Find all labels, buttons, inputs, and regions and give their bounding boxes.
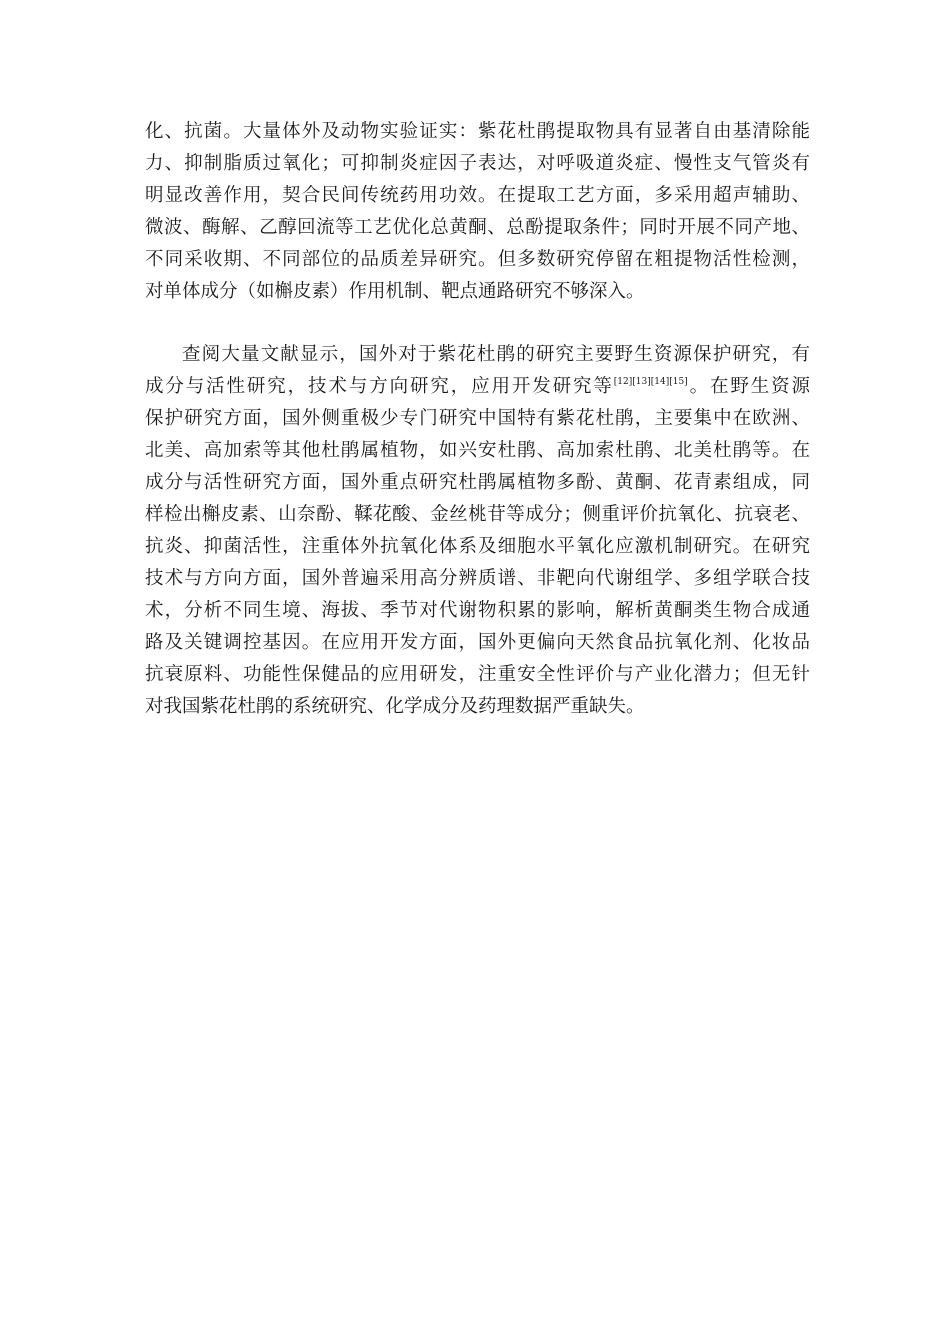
citation-superscript: [12][13][14][15] <box>613 377 688 387</box>
paragraph-foreign-research <box>145 339 810 723</box>
text-line: 力、抑制脂质过氧化；可抑制炎症因子表达，对呼吸道炎症、慢性支气管炎有 <box>145 153 810 174</box>
text-line: 北美、高加索等其他杜鹃属植物，如兴安杜鹃、高加索杜鹃、北美杜鹃等。在 <box>145 440 810 461</box>
text-line: 化、抗菌。大量体外及动物实验证实：紫花杜鹃提取物具有显著自由基清除能 <box>145 121 810 142</box>
text-line-first: 查阅大量文献显示，国外对于紫花杜鹃的研究主要野生资源保护研究，有 <box>182 344 810 365</box>
text-line: 抗衰原料、功能性保健品的应用研发，注重安全性评价与产业化潜力；但无针 <box>145 664 810 685</box>
text-line: 样检出槲皮素、山奈酚、鞣花酸、金丝桃苷等成分；侧重评价抗氧化、抗衰老、 <box>145 504 810 525</box>
paragraph-domestic-research <box>145 116 810 308</box>
text-line: 路及关键调控基因。在应用开发方面，国外更偏向天然食品抗氧化剂、化妆品 <box>145 632 810 653</box>
text-segment: 。在野生资源 <box>687 376 810 397</box>
text-line: 微波、酶解、乙醇回流等工艺优化总黄酮、总酚提取条件；同时开展不同产地、 <box>145 217 810 238</box>
text-line: 技术与方向方面，国外普遍采用高分辨质谱、非靶向代谢组学、多组学联合技 <box>145 568 810 589</box>
text-line: 不同采收期、不同部位的品质差异研究。但多数研究停留在粗提物活性检测， <box>145 249 810 270</box>
text-line: 对单体成分（如槲皮素）作用机制、靶点通路研究不够深入。 <box>145 281 645 302</box>
text-line: 术，分析不同生境、海拔、季节对代谢物积累的影响，解析黄酮类生物合成通 <box>145 600 810 621</box>
text-line: 对我国紫花杜鹃的系统研究、化学成分及药理数据严重缺失。 <box>145 696 645 717</box>
text-segment: 成分与活性研究，技术与方向研究，应用开发研究等 <box>145 376 614 397</box>
text-line: 保护研究方面，国外侧重极少专门研究中国特有紫花杜鹃，主要集中在欧洲、 <box>145 408 810 429</box>
text-line: 明显改善作用，契合民间传统药用功效。在提取工艺方面，多采用超声辅助、 <box>145 185 810 206</box>
text-line: 抗炎、抑菌活性，注重体外抗氧化体系及细胞水平氧化应激机制研究。在研究 <box>145 536 810 557</box>
text-line: 成分与活性研究方面，国外重点研究杜鹃属植物多酚、黄酮、花青素组成，同 <box>145 472 810 493</box>
text-line-with-citation <box>145 371 810 403</box>
